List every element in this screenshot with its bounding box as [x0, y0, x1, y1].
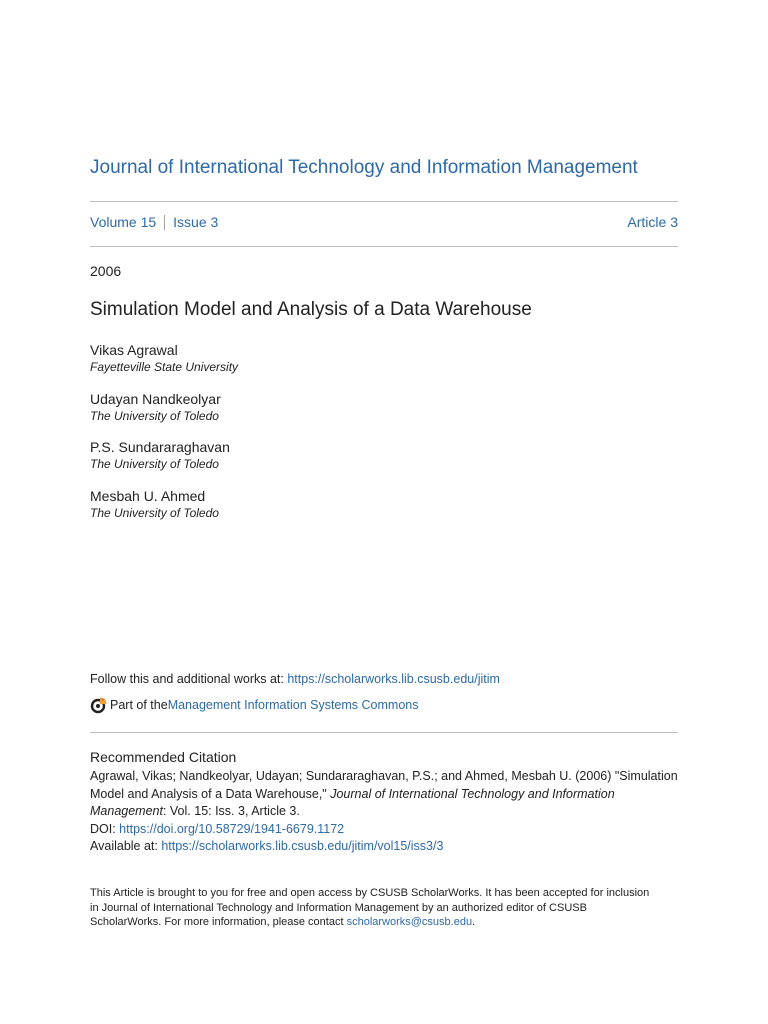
doi-label: DOI:: [90, 821, 120, 836]
author-name: P.S. Sundararaghavan: [90, 439, 230, 455]
notice-text: ScholarWorks. For more information, please contact: [90, 916, 347, 929]
divider: [90, 201, 678, 202]
citation-journal: Management: [90, 804, 163, 818]
journal-title-link[interactable]: Journal of International Technology and Information Management: [90, 157, 638, 178]
divider: [90, 246, 678, 247]
available-link[interactable]: https://scholarworks.lib.csusb.edu/jitim/vol15/iss3/3: [161, 839, 444, 853]
author: [90, 488, 238, 537]
issue-link[interactable]: Issue 3: [173, 214, 219, 230]
author: [90, 342, 238, 391]
doi-line: [90, 821, 678, 839]
author-name: Mesbah U. Ahmed: [90, 487, 206, 504]
author-affiliation: The University of Toledo: [90, 408, 219, 423]
author: [90, 391, 238, 440]
volume-link[interactable]: Volume 15: [90, 214, 157, 230]
follow-link[interactable]: https://scholarworks.lib.csusb.edu/jitim: [287, 672, 500, 686]
recommended-citation-heading: Recommended Citation: [90, 749, 237, 765]
author-affiliation: The University of Toledo: [90, 457, 219, 471]
available-line: [90, 838, 678, 856]
commons-link[interactable]: Management Information Systems Commons: [167, 698, 419, 712]
available-label: Available at:: [90, 839, 162, 853]
author-affiliation: The University of Toledo: [90, 505, 219, 520]
citation-volume: : Vol. 15: Iss. 3, Article 3.: [162, 804, 300, 818]
access-notice: [90, 886, 678, 930]
doi-link[interactable]: https://doi.org/10.58729/1941-6679.1172: [119, 821, 345, 836]
citation-text-plain: Model and Analysis of a Data Warehouse,": [90, 786, 331, 801]
part-of-label: Part of the: [110, 698, 168, 712]
author-name: Udayan Nandkeolyar: [90, 390, 221, 407]
follow-label: Follow this and additional works at:: [90, 672, 288, 686]
article-link[interactable]: Article 3: [627, 214, 678, 230]
citation-line: [90, 786, 678, 804]
part-of-line: [90, 696, 418, 714]
citation-line: [90, 803, 678, 821]
notice-line: in Journal of International Technology and Information Management by an authorized editor of CSUSB: [90, 901, 587, 914]
contact-email-link[interactable]: scholarworks@csusb.edu: [346, 916, 473, 929]
author-list: [90, 342, 238, 536]
citation-line: Agrawal, Vikas; Nandkeolyar, Udayan; Sundararaghavan, P.S.; and Ahmed, Mesbah U. (2006) "Simulation: [90, 769, 678, 783]
notice-line: [90, 915, 678, 930]
follow-line: [90, 672, 500, 686]
separator: [164, 215, 165, 230]
article-title: Simulation Model and Analysis of a Data Warehouse: [90, 299, 532, 320]
commons-icon: [90, 696, 108, 714]
citation-journal: Journal of International Technology and Information: [330, 786, 615, 801]
divider: [90, 732, 678, 733]
author-affiliation: Fayetteville State University: [90, 360, 239, 374]
notice-end: .: [472, 916, 476, 929]
publication-year: 2006: [90, 263, 122, 279]
author-name: Vikas Agrawal: [90, 342, 178, 358]
author: [90, 439, 238, 488]
citation-text: [90, 768, 678, 856]
notice-line: This Article is brought to you for free and open access by CSUSB ScholarWorks. It has been accepted for inclusion: [90, 887, 650, 899]
issue-info-row: [90, 214, 678, 230]
volume-issue: [90, 214, 218, 230]
